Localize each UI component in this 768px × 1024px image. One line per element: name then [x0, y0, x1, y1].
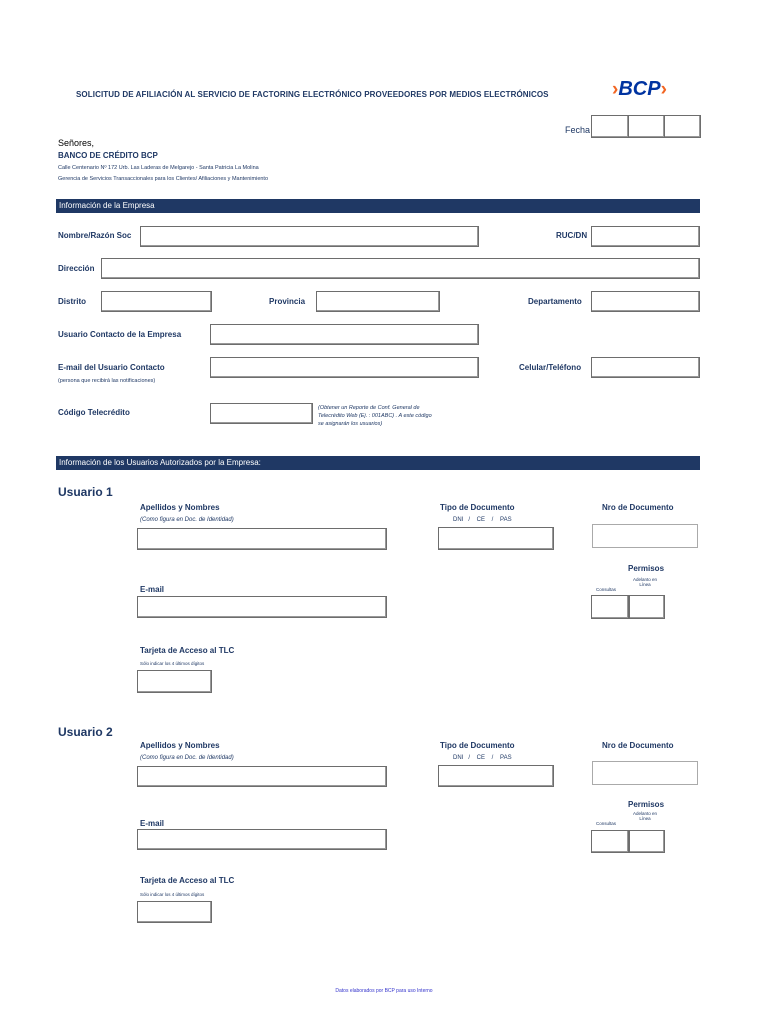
user-1-permisos-label: Permisos [628, 564, 665, 573]
user-2-tarjeta-field[interactable] [137, 901, 212, 923]
footer-note: Datos elaborados por BCP para uso Interno [335, 988, 433, 994]
user-2-tipo-doc-label: Tipo de Documento [440, 741, 515, 750]
provincia-label: Provincia [269, 297, 306, 306]
user-1-nro-doc-field[interactable] [592, 524, 698, 548]
distrito-field[interactable] [101, 291, 212, 312]
section-header-usuarios: Información de los Usuarios Autorizados por la Empresa: [56, 456, 700, 470]
ruc-field[interactable] [591, 226, 700, 247]
user-2-tipo-doc-field[interactable] [438, 765, 554, 787]
user-1-adelanto-checkbox[interactable] [629, 595, 665, 619]
chevron-right-icon: › [612, 78, 619, 100]
user-1-consultas-label: Consultas [596, 587, 617, 592]
email-contacto-label: E-mail del Usuario Contacto [58, 363, 165, 372]
provincia-field[interactable] [316, 291, 440, 312]
user-2-consultas-checkbox[interactable] [591, 830, 629, 853]
user-2-title: Usuario 2 [58, 725, 113, 739]
user-1-nombres-field[interactable] [137, 528, 387, 550]
user-2-adelanto-checkbox[interactable] [629, 830, 665, 853]
bank-name: BANCO DE CRÉDITO BCP [58, 151, 158, 160]
user-2-tipo-doc-options: DNI / CE / PAS [453, 755, 512, 761]
nombre-field[interactable] [140, 226, 479, 247]
user-2-permisos-label: Permisos [628, 800, 665, 809]
user-1-title: Usuario 1 [58, 485, 113, 499]
user-2-consultas-label: Consultas [596, 821, 617, 826]
user-1-tipo-doc-options: DNI / CE / PAS [453, 517, 512, 523]
logo-text: BCP [618, 78, 661, 100]
user-1-nro-doc-label: Nro de Documento [602, 503, 674, 512]
telecredito-note: (Obtener un Reporte de Conf. General de Telecrédito Web (Ej. : 001ABC) . A este código se asignarán los usuarios) [318, 405, 432, 427]
fecha-day-field[interactable] [591, 115, 629, 138]
user-1-consultas-checkbox[interactable] [591, 595, 629, 619]
telecredito-label: Código Telecrédito [58, 408, 130, 417]
user-2-tarjeta-label: Tarjeta de Acceso al TLC [140, 876, 235, 885]
direccion-field[interactable] [101, 258, 700, 279]
user-2-nro-doc-field[interactable] [592, 761, 698, 785]
distrito-label: Distrito [58, 297, 86, 306]
user-1-tipo-doc-field[interactable] [438, 527, 554, 550]
celular-field[interactable] [591, 357, 700, 378]
chevron-right-icon: › [660, 78, 667, 100]
email-contacto-field[interactable] [210, 357, 479, 378]
user-2-nombres-field[interactable] [137, 766, 387, 787]
user-1-nombres-note: (Como figura en Doc. de Identidad) [140, 517, 234, 523]
user-1-tarjeta-label: Tarjeta de Acceso al TLC [140, 646, 235, 655]
usuario-contacto-field[interactable] [210, 324, 479, 345]
salutation: Señores, [58, 138, 95, 148]
user-1-tarjeta-field[interactable] [137, 670, 212, 693]
user-1-nombres-label: Apellidos y Nombres [140, 503, 220, 512]
user-1-email-field[interactable] [137, 596, 387, 618]
user-2-email-field[interactable] [137, 829, 387, 850]
fecha-label: Fecha [565, 125, 591, 135]
fecha-month-field[interactable] [628, 115, 665, 138]
bank-address: Calle Centenario Nº 172 Urb. Las Laderas de Melgarejo - Santa Patricia La Molina [58, 165, 259, 171]
user-2-nro-doc-label: Nro de Documento [602, 741, 674, 750]
user-1-adelanto-label: Adelanto en Línea [632, 577, 658, 587]
user-1-tipo-doc-label: Tipo de Documento [440, 503, 515, 512]
nombre-label: Nombre/Razón Soc [58, 231, 132, 240]
email-contacto-note: (persona que recibirá las notificaciones) [58, 378, 156, 384]
bcp-logo [612, 78, 667, 101]
direccion-label: Dirección [58, 264, 95, 273]
usuario-contacto-label: Usuario Contacto de la Empresa [58, 330, 182, 339]
telecredito-field[interactable] [210, 403, 313, 424]
user-2-nombres-note: (Como figura en Doc. de Identidad) [140, 755, 234, 761]
user-2-email-label: E-mail [140, 819, 165, 828]
user-2-adelanto-label: Adelanto en Línea [632, 811, 658, 821]
departamento-field[interactable] [591, 291, 700, 312]
user-1-email-label: E-mail [140, 585, 165, 594]
fecha-year-field[interactable] [664, 115, 701, 138]
ruc-label: RUC/DN [556, 231, 588, 240]
user-2-tarjeta-note: Sólo indicar los 4 últimos dígitos [140, 892, 205, 897]
bank-department: Gerencia de Servicios Transaccionales para los Clientes/ Afiliaciones y Mantenimiento [58, 176, 269, 182]
form-title: SOLICITUD DE AFILIACIÓN AL SERVICIO DE FACTORING ELECTRÓNICO PROVEEDORES POR MEDIOS ELECTRÓNICOS [76, 90, 549, 99]
celular-label: Celular/Teléfono [519, 363, 582, 372]
departamento-label: Departamento [528, 297, 582, 306]
user-1-tarjeta-note: Sólo indicar los 4 últimos dígitos [140, 661, 205, 666]
section-header-empresa: Información de la Empresa [56, 199, 700, 213]
user-2-nombres-label: Apellidos y Nombres [140, 741, 220, 750]
